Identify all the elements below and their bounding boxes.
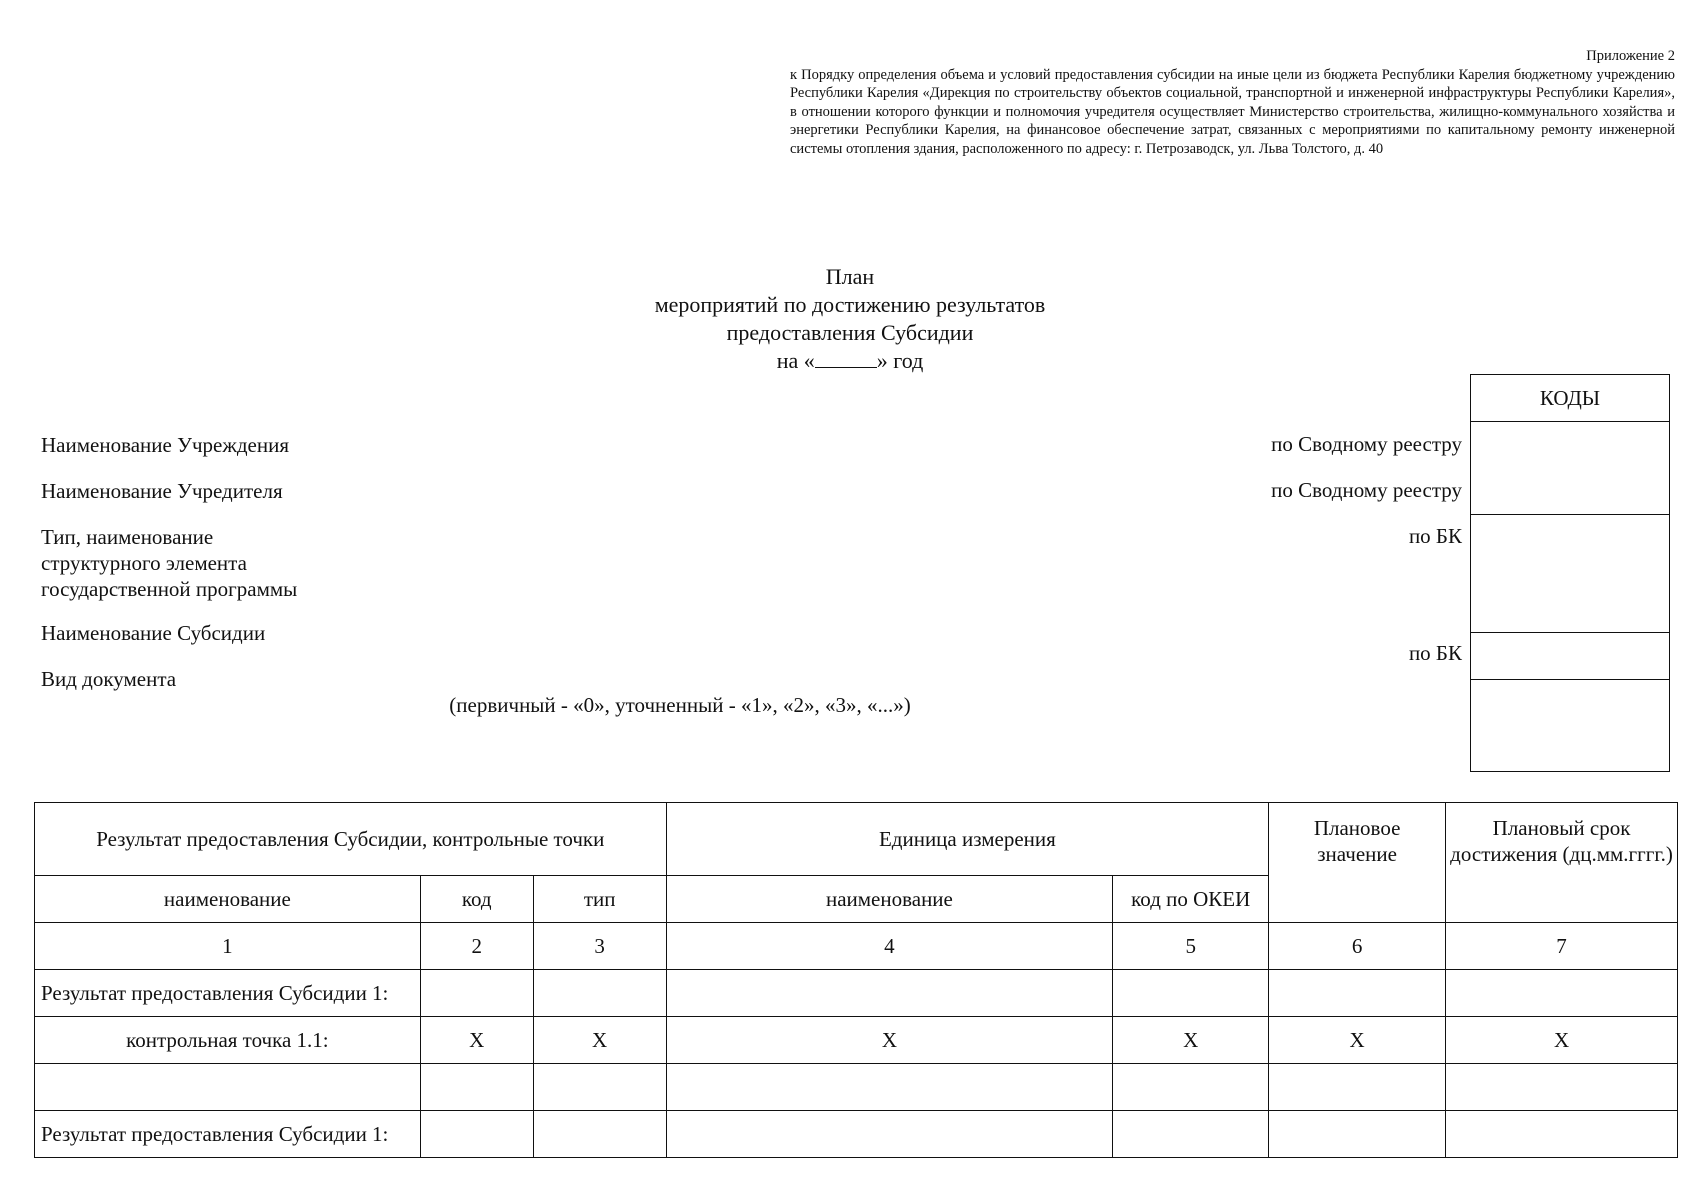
col-num-6: 6	[1269, 923, 1446, 970]
appendix-title: Приложение 2	[1586, 48, 1675, 64]
subsidy-label: Наименование Субсидии	[41, 621, 266, 645]
doc-type-label: Вид документа	[41, 667, 177, 691]
title-year-line	[550, 347, 1150, 375]
col-num-4: 4	[666, 923, 1113, 970]
x-mark: X	[1269, 1017, 1446, 1064]
col-num-7: 7	[1446, 923, 1678, 970]
header-result: Результат предоставления Субсидии, контрольные точки	[35, 803, 667, 876]
year-prefix: на «	[776, 348, 815, 373]
program-label-1: Тип, наименование	[41, 525, 214, 549]
institution-label: Наименование Учреждения	[41, 433, 289, 457]
x-mark: X	[666, 1017, 1113, 1064]
table-cell[interactable]	[1269, 970, 1446, 1017]
code-label-register-2: по Сводному реестру	[1271, 478, 1462, 502]
title-line-3: предоставления Субсидии	[726, 320, 974, 345]
x-mark: X	[533, 1017, 666, 1064]
field-program	[41, 524, 297, 602]
header-unit-name: наименование	[666, 876, 1113, 923]
code-label-bk-2: по БК	[1408, 641, 1462, 665]
table-cell[interactable]	[1446, 970, 1678, 1017]
field-founder	[41, 478, 283, 504]
doc-type-hint: (первичный - «0», уточненный - «1», «2», «3», «...»)	[449, 693, 911, 717]
table-cell[interactable]	[666, 970, 1113, 1017]
codes-header: КОДЫ	[1471, 375, 1669, 422]
codes-box	[1470, 374, 1670, 772]
program-label-3: государственной программы	[41, 577, 298, 601]
table-cell[interactable]	[1113, 1064, 1269, 1111]
row-result-label: Результат предоставления Субсидии 1:	[35, 1111, 421, 1158]
table-cell[interactable]	[1113, 970, 1269, 1017]
table-cell[interactable]	[35, 1064, 421, 1111]
header-code: код	[420, 876, 533, 923]
table-cell[interactable]	[1269, 1111, 1446, 1158]
table-cell[interactable]	[533, 970, 666, 1017]
header-unit: Единица измерения	[666, 803, 1269, 876]
table-row	[35, 1064, 1678, 1111]
results-table	[34, 802, 1678, 1158]
code-cell-bk-1[interactable]	[1471, 515, 1669, 633]
founder-label: Наименование Учредителя	[41, 479, 283, 503]
table-cell[interactable]	[1269, 1064, 1446, 1111]
row-result-label: Результат предоставления Субсидии 1:	[35, 970, 421, 1017]
table-cell[interactable]	[1113, 1111, 1269, 1158]
col-num-3: 3	[533, 923, 666, 970]
header-okei: код по ОКЕИ	[1113, 876, 1269, 923]
table-cell[interactable]	[666, 1111, 1113, 1158]
col-num-1: 1	[35, 923, 421, 970]
title-line-2: мероприятий по достижению результатов	[654, 292, 1046, 317]
code-cell-register[interactable]	[1471, 422, 1669, 515]
table-header-row-1	[35, 803, 1678, 876]
table-cell[interactable]	[533, 1111, 666, 1158]
header-name: наименование	[35, 876, 421, 923]
table-number-row	[35, 923, 1678, 970]
year-suffix: » год	[876, 348, 924, 373]
x-mark: X	[1113, 1017, 1269, 1064]
code-cell-bk-2[interactable]	[1471, 633, 1669, 680]
table-cell[interactable]	[420, 1111, 533, 1158]
field-institution	[41, 432, 289, 458]
header-plan-value: Плановое значение	[1269, 803, 1446, 923]
field-doc-type	[41, 666, 176, 692]
code-label-register-1: по Сводному реестру	[1271, 432, 1462, 456]
table-row	[35, 1111, 1678, 1158]
appendix-block	[790, 47, 1675, 159]
table-row	[35, 970, 1678, 1017]
year-blank[interactable]	[815, 347, 877, 368]
table-cell[interactable]	[420, 1064, 533, 1111]
table-cell[interactable]	[1446, 1064, 1678, 1111]
col-num-2: 2	[420, 923, 533, 970]
table-cell[interactable]	[1446, 1111, 1678, 1158]
table-cell[interactable]	[420, 970, 533, 1017]
x-mark: X	[420, 1017, 533, 1064]
field-subsidy	[41, 620, 265, 646]
col-num-5: 5	[1113, 923, 1269, 970]
table-cell[interactable]	[533, 1064, 666, 1111]
x-mark: X	[1446, 1017, 1678, 1064]
header-plan-date: Плановый срок достижения (дц.мм.гггг.)	[1446, 803, 1678, 923]
code-label-bk-1: по БК	[1408, 524, 1462, 548]
table-row	[35, 1017, 1678, 1064]
table-cell[interactable]	[666, 1064, 1113, 1111]
row-checkpoint-label: контрольная точка 1.1:	[35, 1017, 421, 1064]
document-title	[550, 263, 1150, 375]
code-cell-empty[interactable]	[1471, 680, 1669, 772]
header-type: тип	[533, 876, 666, 923]
appendix-text: к Порядку определения объема и условий предоставления субсидии на иные цели из бюджета Республики Карелия бюджетному учреждению Республики Карелия «Дирекция по строительству объектов социальной, транспортной и инженерной инфраструктуры Республики Карелия», в отношении которого функции и полномочия учредителя осуществляет Министерство строительства, жилищно-коммунального хозяйства и энергетики Республики Карелия, на финансовое обеспечение затрат, связанных с мероприятиями по капитальному ремонту инженерной системы отопления здания, расположенного по адресу: г. Петрозаводск, ул. Льва Толстого, д. 40	[790, 66, 1675, 157]
title-line-1: План	[825, 264, 875, 289]
program-label-2: структурного элемента	[41, 551, 247, 575]
